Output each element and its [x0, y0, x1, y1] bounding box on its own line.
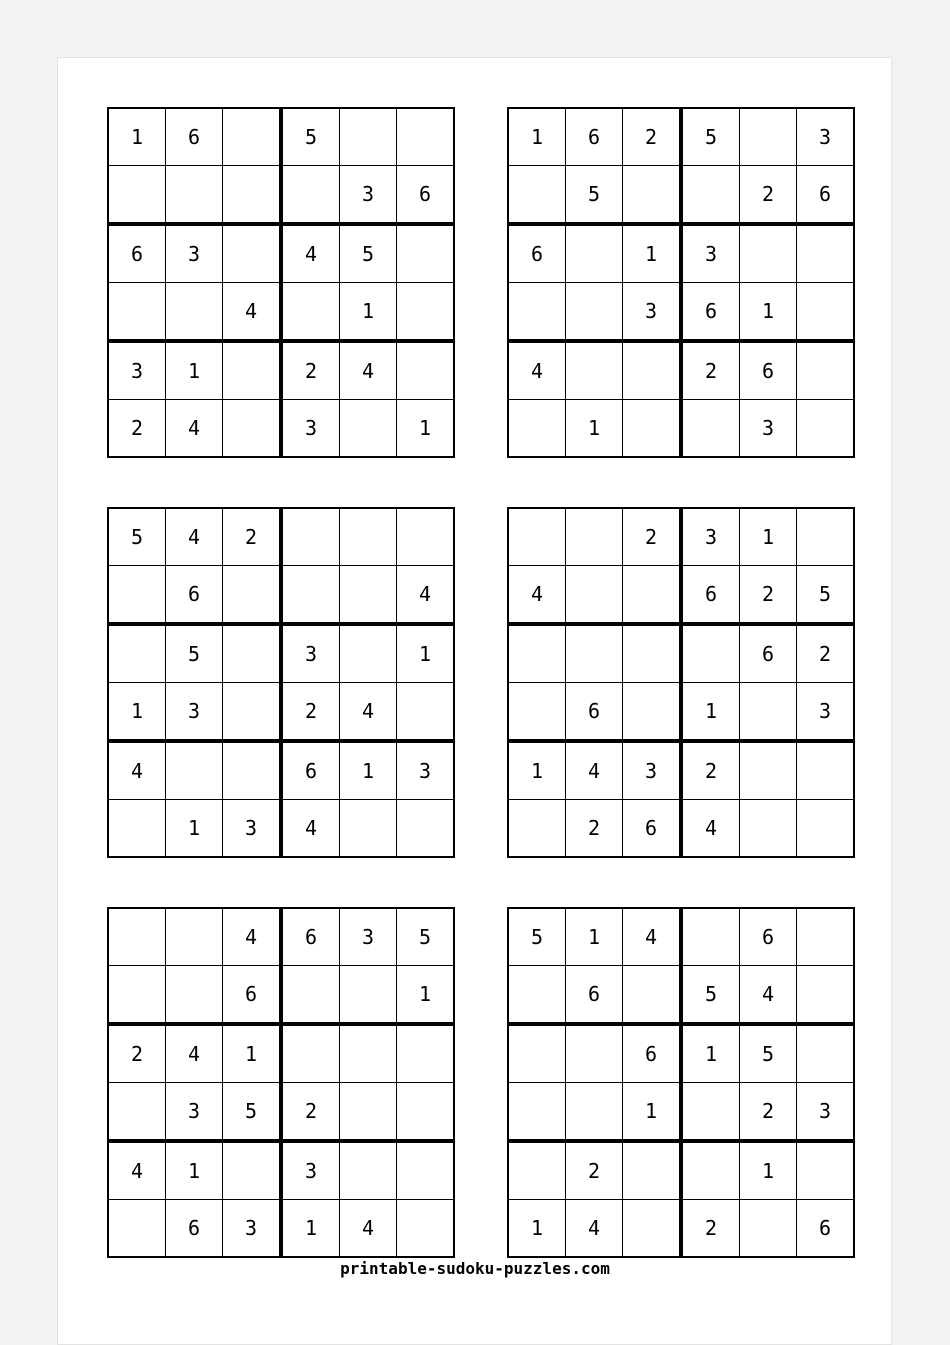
grid-cell[interactable]: 1	[681, 1024, 740, 1083]
grid-cell[interactable]: 6	[508, 224, 566, 283]
grid-cell[interactable]	[566, 566, 623, 625]
grid-cell[interactable]	[623, 1141, 682, 1200]
grid-cell[interactable]: 1	[623, 224, 682, 283]
grid-row	[108, 966, 454, 1025]
grid-cell[interactable]: 6	[566, 966, 623, 1025]
grid-cell[interactable]	[108, 1083, 166, 1142]
grid-cell[interactable]	[740, 741, 797, 800]
grid-cell[interactable]: 6	[797, 166, 855, 225]
grid-cell[interactable]: 6	[681, 566, 740, 625]
sudoku-grid-6	[507, 907, 855, 1258]
grid-cell[interactable]	[797, 508, 855, 566]
grid-cell[interactable]	[166, 741, 223, 800]
sudoku-grid-5	[107, 907, 455, 1258]
grid-cell[interactable]	[108, 966, 166, 1025]
grid-cell[interactable]	[623, 166, 682, 225]
grid-cell[interactable]: 2	[681, 341, 740, 400]
grid-cell[interactable]	[681, 624, 740, 683]
grid-cell[interactable]: 5	[108, 508, 166, 566]
grid-cell[interactable]: 6	[281, 908, 340, 966]
grid-cell[interactable]: 5	[797, 566, 855, 625]
grid-cell[interactable]: 4	[223, 283, 282, 342]
grid-cell[interactable]	[508, 624, 566, 683]
grid-cell[interactable]	[340, 624, 397, 683]
grid-cell[interactable]: 4	[223, 908, 282, 966]
grid-cell[interactable]	[797, 800, 855, 858]
grid-cell[interactable]	[166, 966, 223, 1025]
grid-cell[interactable]	[397, 1200, 455, 1258]
grid-cell[interactable]: 3	[223, 800, 282, 858]
grid-cell[interactable]: 2	[566, 1141, 623, 1200]
grid-cell[interactable]: 5	[340, 224, 397, 283]
grid-cell[interactable]: 3	[281, 624, 340, 683]
grid-cell[interactable]	[566, 508, 623, 566]
grid-cell[interactable]	[397, 683, 455, 742]
grid-cell[interactable]: 4	[340, 1200, 397, 1258]
grid-cell[interactable]	[223, 566, 282, 625]
site-url-footer: printable-sudoku-puzzles.com	[340, 1259, 610, 1278]
grid-row	[108, 1200, 454, 1258]
grid-cell[interactable]: 1	[623, 1083, 682, 1142]
grid-cell[interactable]	[397, 108, 455, 166]
grid-cell[interactable]: 6	[166, 108, 223, 166]
grid-cell[interactable]: 1	[340, 741, 397, 800]
grid-cell[interactable]: 4	[566, 741, 623, 800]
grid-cell[interactable]: 1	[508, 1200, 566, 1258]
grid-cell[interactable]: 2	[740, 1083, 797, 1142]
grid-cell[interactable]	[223, 1141, 282, 1200]
sudoku-grid-2	[507, 107, 855, 458]
grid-cell[interactable]: 6	[623, 800, 682, 858]
grid-cell[interactable]: 6	[108, 224, 166, 283]
grid-cell[interactable]: 6	[740, 624, 797, 683]
grid-cell[interactable]: 4	[681, 800, 740, 858]
grid-cell[interactable]: 3	[681, 224, 740, 283]
sudoku-grid-4	[507, 507, 855, 858]
grid-row	[108, 1024, 454, 1083]
grid-cell[interactable]	[223, 224, 282, 283]
grid-cell[interactable]: 6	[166, 566, 223, 625]
grid-cell[interactable]: 1	[740, 1141, 797, 1200]
grid-cell[interactable]	[340, 1083, 397, 1142]
grid-cell[interactable]: 5	[397, 908, 455, 966]
grid-cell[interactable]: 3	[681, 508, 740, 566]
grid-cell[interactable]	[797, 400, 855, 458]
grid-cell[interactable]: 1	[281, 1200, 340, 1258]
grid-cell[interactable]: 1	[166, 1141, 223, 1200]
grid-cell[interactable]	[797, 224, 855, 283]
grid-row	[108, 108, 454, 166]
grid-cell[interactable]	[740, 683, 797, 742]
grid-row	[508, 741, 854, 800]
grid-cell[interactable]	[223, 108, 282, 166]
grid-cell[interactable]	[108, 283, 166, 342]
grid-cell[interactable]: 3	[340, 908, 397, 966]
grid-cell[interactable]	[566, 224, 623, 283]
grid-cell[interactable]: 6	[566, 683, 623, 742]
grid-row	[508, 683, 854, 742]
grid-cell[interactable]: 6	[166, 1200, 223, 1258]
grid-cell[interactable]	[566, 624, 623, 683]
grid-cell[interactable]	[623, 1200, 682, 1258]
grid-cell[interactable]: 2	[281, 341, 340, 400]
grid-cell[interactable]	[108, 1200, 166, 1258]
grid-cell[interactable]	[340, 400, 397, 458]
grid-row	[108, 800, 454, 858]
grid-cell[interactable]	[508, 966, 566, 1025]
grid-cell[interactable]	[340, 108, 397, 166]
grid-cell[interactable]: 4	[623, 908, 682, 966]
grid-cell[interactable]	[508, 283, 566, 342]
grid-row	[108, 566, 454, 625]
grid-row	[108, 624, 454, 683]
grid-cell[interactable]: 2	[740, 166, 797, 225]
grid-cell[interactable]: 5	[681, 966, 740, 1025]
grid-cell[interactable]	[681, 1141, 740, 1200]
grid-row	[108, 1141, 454, 1200]
grid-cell[interactable]	[797, 1141, 855, 1200]
grid-row	[508, 224, 854, 283]
grid-cell[interactable]	[623, 400, 682, 458]
grid-cell[interactable]: 4	[166, 1024, 223, 1083]
grid-cell[interactable]: 4	[740, 966, 797, 1025]
grid-cell[interactable]	[681, 400, 740, 458]
grid-cell[interactable]	[223, 341, 282, 400]
sudoku-grid-3	[107, 507, 455, 858]
grid-cell[interactable]	[166, 166, 223, 225]
grid-cell[interactable]: 3	[623, 741, 682, 800]
grid-cell[interactable]	[397, 1024, 455, 1083]
grid-cell[interactable]	[281, 1024, 340, 1083]
grid-row	[508, 341, 854, 400]
grid-cell[interactable]	[340, 1141, 397, 1200]
grid-row	[508, 624, 854, 683]
grid-cell[interactable]	[740, 800, 797, 858]
grid-cell[interactable]: 6	[623, 1024, 682, 1083]
grid-row	[508, 1024, 854, 1083]
grid-cell[interactable]	[508, 508, 566, 566]
grid-row	[108, 224, 454, 283]
grid-cell[interactable]: 3	[340, 166, 397, 225]
grid-cell[interactable]	[797, 341, 855, 400]
grid-row	[108, 683, 454, 742]
grid-cell[interactable]: 6	[681, 283, 740, 342]
grid-row	[508, 283, 854, 342]
grid-cell[interactable]: 1	[566, 400, 623, 458]
grid-cell[interactable]	[681, 1083, 740, 1142]
grid-cell[interactable]	[397, 283, 455, 342]
sudoku-grid-1	[107, 107, 455, 458]
grid-cell[interactable]	[340, 566, 397, 625]
grid-cell[interactable]	[508, 1024, 566, 1083]
grid-cell[interactable]: 4	[108, 1141, 166, 1200]
grid-cell[interactable]	[740, 1200, 797, 1258]
grid-cell[interactable]: 2	[623, 108, 682, 166]
grid-cell[interactable]: 1	[166, 800, 223, 858]
grid-cell[interactable]: 2	[681, 1200, 740, 1258]
grid-cell[interactable]	[681, 908, 740, 966]
grid-cell[interactable]	[623, 683, 682, 742]
grid-cell[interactable]	[281, 166, 340, 225]
grid-cell[interactable]: 1	[681, 683, 740, 742]
grid-row	[108, 341, 454, 400]
grid-cell[interactable]	[566, 283, 623, 342]
grid-cell[interactable]	[281, 508, 340, 566]
grid-cell[interactable]: 3	[108, 341, 166, 400]
grid-cell[interactable]: 1	[397, 966, 455, 1025]
grid-cell[interactable]	[566, 1024, 623, 1083]
grid-cell[interactable]	[223, 400, 282, 458]
grid-cell[interactable]: 4	[281, 800, 340, 858]
grid-cell[interactable]: 3	[166, 224, 223, 283]
grid-cell[interactable]: 4	[340, 683, 397, 742]
grid-cell[interactable]	[166, 283, 223, 342]
grid-cell[interactable]: 4	[397, 566, 455, 625]
grid-row	[508, 966, 854, 1025]
grid-cell[interactable]: 2	[566, 800, 623, 858]
grid-row	[108, 283, 454, 342]
grid-cell[interactable]	[397, 508, 455, 566]
grid-cell[interactable]	[223, 741, 282, 800]
grid-cell[interactable]: 5	[740, 1024, 797, 1083]
grid-cell[interactable]	[566, 341, 623, 400]
grid-cell[interactable]: 3	[740, 400, 797, 458]
grid-cell[interactable]: 3	[166, 1083, 223, 1142]
grid-cell[interactable]	[281, 566, 340, 625]
grid-cell[interactable]: 2	[740, 566, 797, 625]
grid-cell[interactable]: 2	[797, 624, 855, 683]
grid-row	[508, 908, 854, 966]
grid-cell[interactable]: 5	[681, 108, 740, 166]
grid-cell[interactable]	[108, 908, 166, 966]
grid-row	[108, 741, 454, 800]
grid-cell[interactable]: 5	[223, 1083, 282, 1142]
grid-row	[508, 508, 854, 566]
grid-cell[interactable]	[397, 1141, 455, 1200]
grid-cell[interactable]: 6	[797, 1200, 855, 1258]
grid-row	[108, 908, 454, 966]
grid-cell[interactable]: 1	[566, 908, 623, 966]
grid-cell[interactable]: 3	[797, 683, 855, 742]
grid-cell[interactable]	[740, 224, 797, 283]
grid-cell[interactable]: 2	[108, 1024, 166, 1083]
grid-cell[interactable]: 5	[566, 166, 623, 225]
grid-cell[interactable]: 1	[397, 624, 455, 683]
grid-cell[interactable]: 2	[281, 683, 340, 742]
grid-cell[interactable]: 3	[623, 283, 682, 342]
grid-cell[interactable]	[566, 1083, 623, 1142]
grid-cell[interactable]: 1	[508, 108, 566, 166]
grid-cell[interactable]: 6	[566, 108, 623, 166]
grid-cell[interactable]	[797, 966, 855, 1025]
grid-row	[508, 800, 854, 858]
grid-cell[interactable]	[223, 683, 282, 742]
grid-cell[interactable]: 6	[740, 908, 797, 966]
grid-cell[interactable]: 5	[281, 108, 340, 166]
grid-cell[interactable]	[223, 166, 282, 225]
grid-cell[interactable]	[623, 341, 682, 400]
grid-row	[508, 566, 854, 625]
grid-cell[interactable]	[508, 400, 566, 458]
grid-row	[108, 508, 454, 566]
grid-cell[interactable]	[397, 341, 455, 400]
grid-cell[interactable]	[108, 624, 166, 683]
grid-cell[interactable]	[797, 741, 855, 800]
grid-cell[interactable]	[223, 624, 282, 683]
grid-cell[interactable]	[397, 1083, 455, 1142]
grid-cell[interactable]	[623, 566, 682, 625]
grid-cell[interactable]: 1	[740, 508, 797, 566]
grid-cell[interactable]	[508, 1141, 566, 1200]
grid-cell[interactable]: 5	[508, 908, 566, 966]
grid-cell[interactable]	[340, 508, 397, 566]
grid-cell[interactable]: 1	[223, 1024, 282, 1083]
grid-cell[interactable]	[508, 1083, 566, 1142]
grid-cell[interactable]: 1	[397, 400, 455, 458]
grid-row	[508, 400, 854, 458]
grid-cell[interactable]: 1	[508, 741, 566, 800]
grid-cell[interactable]: 6	[397, 166, 455, 225]
grid-cell[interactable]	[108, 566, 166, 625]
grid-cell[interactable]	[281, 966, 340, 1025]
grid-row	[108, 1083, 454, 1142]
grid-cell[interactable]	[281, 283, 340, 342]
grid-cell[interactable]	[797, 283, 855, 342]
grid-cell[interactable]: 6	[223, 966, 282, 1025]
grid-cell[interactable]: 1	[166, 341, 223, 400]
grid-row	[508, 1083, 854, 1142]
grid-cell[interactable]: 3	[797, 1083, 855, 1142]
grid-row	[108, 166, 454, 225]
grid-cell[interactable]: 2	[223, 508, 282, 566]
grid-cell[interactable]	[108, 800, 166, 858]
grid-cell[interactable]	[740, 108, 797, 166]
grid-row	[508, 1200, 854, 1258]
grid-cell[interactable]	[508, 800, 566, 858]
grid-cell[interactable]: 4	[340, 341, 397, 400]
grid-cell[interactable]: 4	[508, 341, 566, 400]
grid-row	[508, 108, 854, 166]
grid-cell[interactable]: 3	[281, 1141, 340, 1200]
worksheet-page	[57, 57, 892, 1345]
grid-row	[508, 1141, 854, 1200]
grid-cell[interactable]: 3	[281, 400, 340, 458]
grid-cell[interactable]: 2	[108, 400, 166, 458]
grid-cell[interactable]	[166, 908, 223, 966]
grid-cell[interactable]: 1	[108, 108, 166, 166]
grid-cell[interactable]: 1	[108, 683, 166, 742]
grid-cell[interactable]	[340, 1024, 397, 1083]
grid-cell[interactable]	[340, 966, 397, 1025]
grid-cell[interactable]: 4	[566, 1200, 623, 1258]
grid-cell[interactable]	[340, 800, 397, 858]
grid-cell[interactable]	[797, 1024, 855, 1083]
grid-cell[interactable]: 4	[508, 566, 566, 625]
grid-cell[interactable]: 2	[281, 1083, 340, 1142]
grid-cell[interactable]	[797, 908, 855, 966]
grid-cell[interactable]: 3	[223, 1200, 282, 1258]
grid-cell[interactable]	[623, 966, 682, 1025]
grid-cell[interactable]	[508, 166, 566, 225]
grid-cell[interactable]: 2	[623, 508, 682, 566]
grid-cell[interactable]: 1	[740, 283, 797, 342]
grid-cell[interactable]: 4	[281, 224, 340, 283]
grid-row	[508, 166, 854, 225]
grid-cell[interactable]: 5	[166, 624, 223, 683]
grid-cell[interactable]: 3	[397, 741, 455, 800]
grid-cell[interactable]	[397, 800, 455, 858]
grid-cell[interactable]: 3	[166, 683, 223, 742]
grid-cell[interactable]: 4	[166, 508, 223, 566]
grid-cell[interactable]: 3	[797, 108, 855, 166]
grid-cell[interactable]	[681, 166, 740, 225]
grid-cell[interactable]: 1	[340, 283, 397, 342]
grid-cell[interactable]	[397, 224, 455, 283]
grid-cell[interactable]: 6	[281, 741, 340, 800]
grid-cell[interactable]: 2	[681, 741, 740, 800]
grid-cell[interactable]: 4	[108, 741, 166, 800]
grid-cell[interactable]: 4	[166, 400, 223, 458]
grid-cell[interactable]	[623, 624, 682, 683]
grid-cell[interactable]	[108, 166, 166, 225]
grid-row	[108, 400, 454, 458]
grid-cell[interactable]: 6	[740, 341, 797, 400]
grid-cell[interactable]	[508, 683, 566, 742]
